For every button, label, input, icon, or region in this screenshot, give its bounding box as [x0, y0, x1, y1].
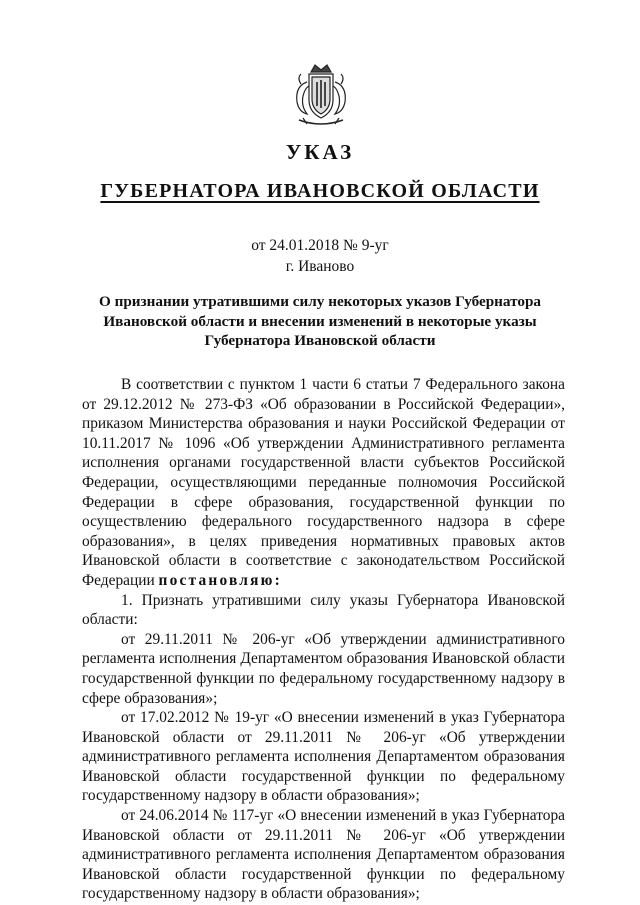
preamble-paragraph: [82, 375, 565, 591]
preamble-text: В соответствии с пунктом 1 части 6 статьи 7 Федерального закона от 29.12.2012 № 273-ФЗ «Об образовании в Российской Федерации», приказом Министерства образования и науки Российской Федерации от 10.11.2017 № 1096 «Об утверждении Административного регламента исполнения органами государственной власти субъектов Российской Федерации, осуществляющими переданные полномочия Российской Федерации в сфере образования, государственной функции по осуществлению федерального государственного надзора в сфере образования», в целях приведения нормативных правовых актов Ивановской области в соответствие с законодательством Российской Федерации: [82, 376, 565, 589]
coat-of-arms-icon: [289, 62, 353, 130]
document-city: г. Иваново: [285, 258, 355, 275]
subitem-2: от 17.02.2012 № 19-уг «О внесении изменений в указ Губернатора Ивановской области от 29.11.2011 № 206-уг «Об утверждении административного регламента исполнения Департаментом образования Ивановской области государственной функции по федеральному государственному надзору в области образования»;: [82, 709, 565, 805]
document-date-number: от 24.01.2018 № 9-уг: [251, 237, 389, 254]
document-authority: ГУБЕРНАТОРА ИВАНОВСКОЙ ОБЛАСТИ: [100, 180, 540, 202]
decree-word: постановляю:: [158, 571, 282, 589]
document-subject: О признании утратившими силу некоторых указов Губернатора Ивановской области и внесении изменений в некоторые указы Губернатора Ивановской области: [98, 293, 542, 349]
document-body: [82, 375, 565, 904]
item-1: 1. Признать утратившими силу указы Губернатора Ивановской области:: [82, 591, 565, 629]
document-title: УКАЗ: [285, 140, 355, 164]
subitem-1: от 29.11.2011 № 206-уг «Об утверждении административного регламента исполнения Департаментом образования Ивановской области государственной функции по федеральному государственному надзору в сфере образования»;: [82, 630, 565, 707]
subitem-3: от 24.06.2014 № 117-уг «О внесении изменений в указ Губернатора Ивановской области от 29.11.2011 № 206-уг «Об утверждении административного регламента исполнения Департаментом образования Ивановской области государственной функции по федеральному государственному надзору в области образования»;: [82, 807, 565, 903]
